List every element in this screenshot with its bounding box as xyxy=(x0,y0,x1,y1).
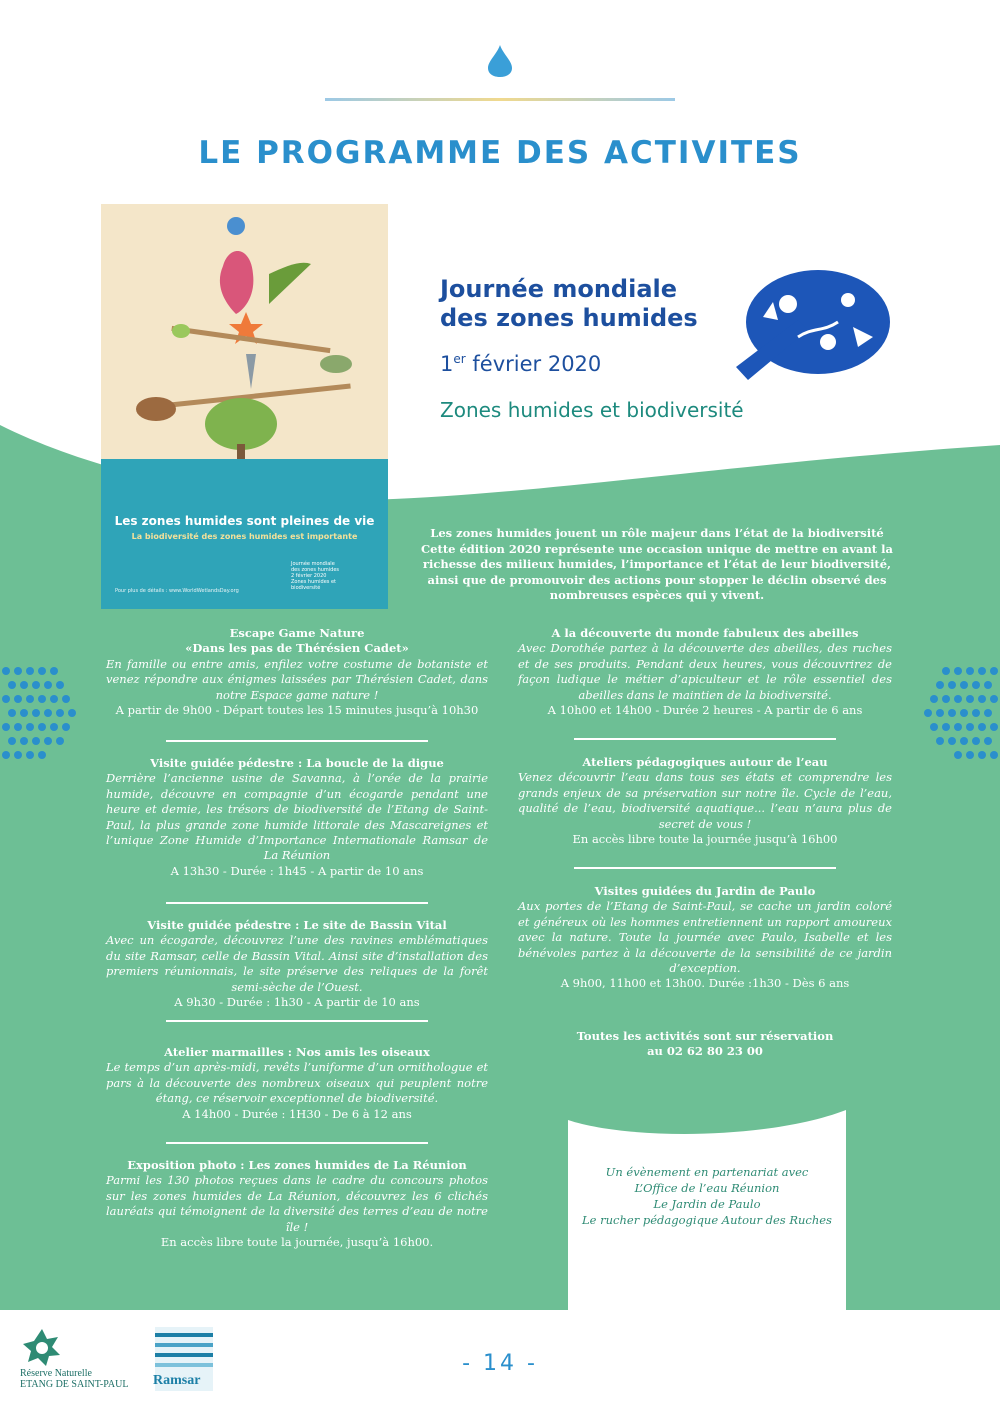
activity-info: En accès libre toute la journée jusqu’à 16h00 xyxy=(572,832,838,847)
activity-description: En famille ou entre amis, enfilez votre costume de botaniste et venez répondre aux énigmes laissées par Thérésien Cadet, dans notre Espace game nature ! xyxy=(106,656,488,702)
activity-bassin-vital xyxy=(106,918,488,1010)
poster-footer: Pour plus de détails : www.WorldWetlandsDay.org xyxy=(115,588,239,594)
ramsar-text: Ramsar xyxy=(153,1373,201,1388)
activity-description: Avec un écogarde, découvrez l’une des ravines emblématiques du site Ramsar, celle de Bassin Vital. Ainsi site d’installation des premiers réunionnais, le site préserve des reliques de la forêt semi-sèche de l’Ouest. xyxy=(106,933,488,994)
activity-info: En accès libre toute la journée, jusqu’à 16h00. xyxy=(160,1235,434,1250)
activity-title: Visite guidée pédestre : Le site de Bassin Vital xyxy=(147,918,447,932)
wetlands-day-theme: Zones humides et biodiversité xyxy=(440,398,744,422)
activity-title: Atelier marmailles : Nos amis les oiseaux xyxy=(164,1045,430,1059)
activity-boucle-digue xyxy=(106,756,488,879)
partners-list: Un évènement en partenariat avec L’Office de l’eau Réunion Le Jardin de Paulo Le rucher pédagogique Autour des Ruches xyxy=(582,1165,832,1227)
page-title: LE PROGRAMME DES ACTIVITES xyxy=(198,135,802,171)
separator xyxy=(166,1020,428,1022)
activity-description: Parmi les 130 photos reçues dans le cadre du concours photos sur les zones humides de La Réunion, découvrez les 6 clichés lauréats qui témoignent de la diversité des terres d’eau de notre île ! xyxy=(106,1173,488,1234)
activity-jardin-paulo xyxy=(518,884,892,992)
water-drop-icon xyxy=(487,44,513,78)
activity-title: Escape Game Nature xyxy=(229,626,365,640)
separator xyxy=(166,902,428,904)
activity-info: A 9h00, 11h00 et 13h00. Durée :1h30 - Dès 6 ans xyxy=(560,976,850,991)
separator xyxy=(574,738,836,740)
activity-info: A 14h00 - Durée : 1H30 - De 6 à 12 ans xyxy=(182,1106,412,1121)
activity-info: A partir de 9h00 - Départ toutes les 15 minutes jusqu’à 10h30 xyxy=(115,703,479,718)
decorative-dots-right xyxy=(918,663,1000,771)
separator xyxy=(574,867,836,869)
poster-headline: Les zones humides sont pleines de vie xyxy=(114,514,375,528)
activity-ateliers-eau xyxy=(518,755,892,847)
activity-description: Avec Dorothée partez à la découverte des abeilles, des ruches et de ses produits. Pendant deux heures, vous découvrirez de façon ludique le métier d’apiculteur et le rôle essentiel des abeilles dans le maintien de la biodiversité. xyxy=(518,641,892,702)
separator xyxy=(166,1142,428,1144)
wetlands-day-title: Journée mondiale des zones humides xyxy=(440,275,698,332)
poster-subheadline: La biodiversité des zones humides est importante xyxy=(131,532,358,541)
activity-info: A 10h00 et 14h00 - Durée 2 heures - A partir de 6 ans xyxy=(547,703,863,718)
activity-description: Venez découvrir l’eau dans tous ses états et comprendre les grands enjeux de sa préservation sur notre île. Cycle de l’eau, qualité de l’eau, biodiversité aquatique... l’eau n’aura plus de secret de vous ! xyxy=(518,770,892,831)
activity-description: Le temps d’un après-midi, revêts l’uniforme d’un ornithologue et pars à la découverte des nombreux oiseaux qui peuplent notre étang, ce réservoir exceptionnel de biodiversité. xyxy=(106,1060,488,1106)
reservation-notice: Toutes les activités sont sur réservation au 02 62 80 23 00 xyxy=(518,1029,892,1060)
reserve-naturelle-text: Réserve Naturelle ETANG DE SAINT-PAUL xyxy=(20,1368,129,1390)
separator xyxy=(166,740,428,742)
activity-abeilles xyxy=(518,626,892,718)
activity-title: Visite guidée pédestre : La boucle de la digue xyxy=(150,756,444,770)
event-poster xyxy=(101,204,388,609)
activity-title: Visites guidées du Jardin de Paulo xyxy=(594,884,816,898)
activity-title: A la découverte du monde fabuleux des abeilles xyxy=(551,626,859,640)
wetlands-biodiversity-logo xyxy=(728,262,894,392)
activity-subtitle: «Dans les pas de Thérésien Cadet» xyxy=(185,641,409,656)
activity-info: A 13h30 - Durée : 1h45 - A partir de 10 ans xyxy=(170,863,424,878)
activity-atelier-oiseaux xyxy=(106,1045,488,1122)
wetlands-day-date: 1er février 2020 xyxy=(440,352,602,376)
page-number: - 14 - xyxy=(462,1351,538,1376)
activity-info: A 9h30 - Durée : 1h30 - A partir de 10 ans xyxy=(174,995,420,1010)
title-divider xyxy=(325,98,675,101)
activity-title: Exposition photo : Les zones humides de La Réunion xyxy=(127,1158,467,1172)
reservation-phone[interactable]: au 02 62 80 23 00 xyxy=(647,1044,763,1059)
decorative-dots-left xyxy=(0,663,80,771)
activity-escape-game xyxy=(106,626,488,718)
activity-description: Derrière l’ancienne usine de Savanna, à l’orée de la prairie humide, découvre en compagnie d’un écogarde pendant une heure et demie, les trésors de biodiversité de l’Etang de Saint-Paul, la plus grande zone humide littorale des Mascareignes et l’unique Zone Humide d’Importance Internationale Ramsar de La Réunion xyxy=(106,771,488,863)
activity-description: Aux portes de l’Etang de Saint-Paul, se cache un jardin coloré et généreux où les hommes entretiennent un rapport amoureux avec la nature. Toute la journée avec Paulo, Isabelle et les bénévoles partez à la découverte de la sensibilité de ce jardin d’exception. xyxy=(518,899,892,976)
activity-title: Ateliers pédagogiques autour de l’eau xyxy=(582,755,828,769)
activity-exposition-photo xyxy=(106,1158,488,1250)
poster-date-block: Journée mondiale des zones humides 2 février 2020 Zones humides et biodiversité xyxy=(291,561,340,591)
intro-text: Les zones humides jouent un rôle majeur dans l’état de la biodiversité Cette édition 2020 représente une occasion unique de mettre en avant la richesse des milieux humides, l’importance et l’état de leur biodiversité, ainsi que de promouvoir des actions pour stopper le déclin observé des nombreuses espèces qui y vivent. xyxy=(421,526,893,602)
